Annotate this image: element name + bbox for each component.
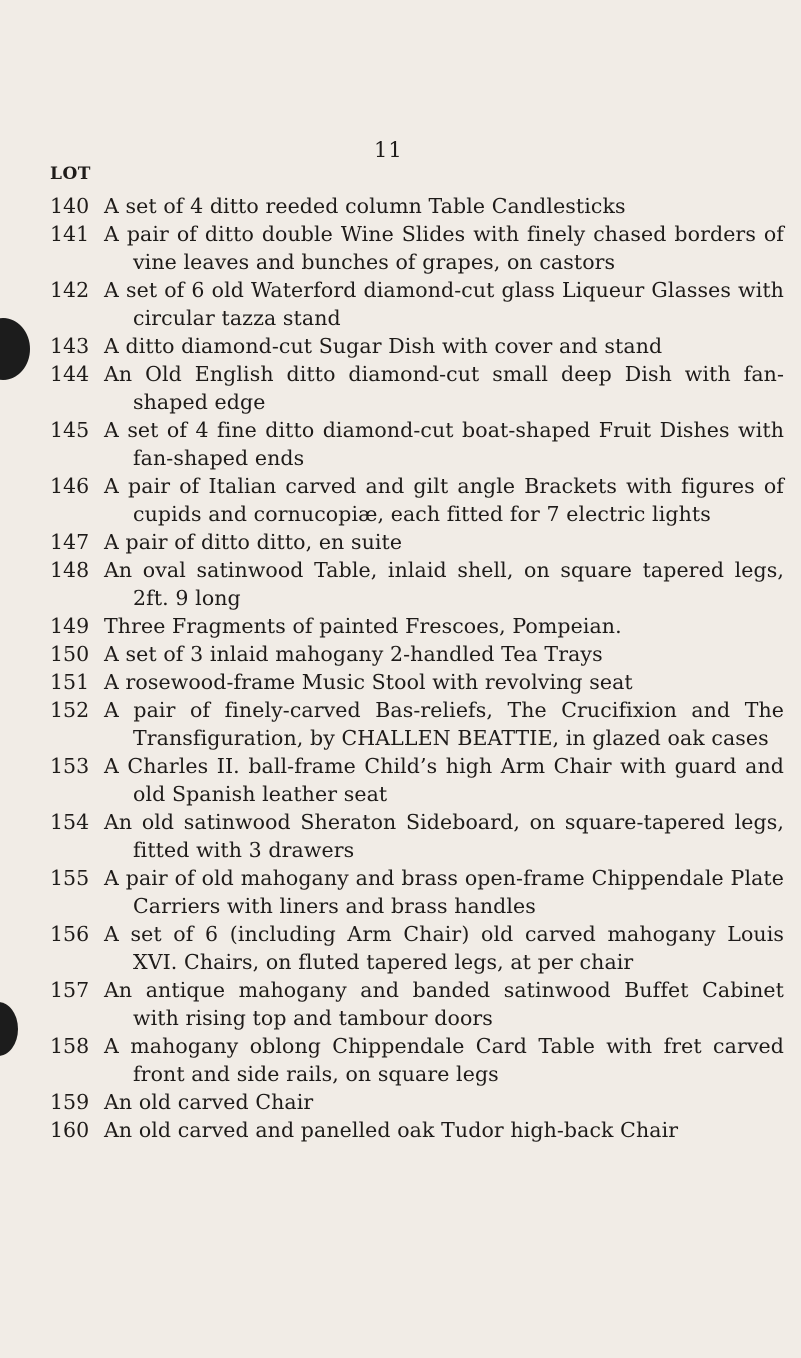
lot-entry (0, 276, 801, 332)
lot-number: 147 (50, 530, 90, 554)
lot-list (0, 192, 801, 1144)
lot-entry (0, 808, 801, 864)
lot-number: 160 (50, 1118, 90, 1142)
lot-column-header: LOT (50, 164, 91, 184)
lot-number: 156 (50, 922, 90, 946)
lot-number: 146 (50, 474, 90, 498)
lot-number: 158 (50, 1034, 90, 1058)
lot-description: A set of 6 old Waterford diamond-cut glass Liqueur Glasses with circular tazza stand (104, 278, 784, 330)
lot-entry (0, 1088, 801, 1116)
lot-entry (0, 416, 801, 472)
lot-description: A pair of ditto double Wine Slides with finely chased borders of vine leaves and bunches of grapes, on castors (104, 222, 784, 274)
lot-entry (0, 1032, 801, 1088)
lot-entry (0, 696, 801, 752)
lot-entry (0, 556, 801, 612)
lot-description: An antique mahogany and banded satinwood Buffet Cabinet with rising top and tambour doors (104, 978, 784, 1030)
lot-description: An Old English ditto diamond-cut small deep Dish with fan-shaped edge (104, 362, 784, 414)
lot-number: 149 (50, 614, 90, 638)
lot-entry (0, 472, 801, 528)
lot-description: A pair of ditto ditto, en suite (104, 530, 403, 554)
lot-entry (0, 360, 801, 416)
lot-number: 151 (50, 670, 90, 694)
lot-entry (0, 220, 801, 276)
lot-number: 153 (50, 754, 90, 778)
lot-number: 145 (50, 418, 90, 442)
lot-number: 159 (50, 1090, 90, 1114)
lot-description: A set of 6 (including Arm Chair) old carved mahogany Louis XVI. Chairs, on fluted tapered legs, at per chair (104, 922, 784, 974)
lot-description: A ditto diamond-cut Sugar Dish with cover and stand (104, 334, 663, 358)
lot-entry (0, 528, 801, 556)
lot-number: 143 (50, 334, 90, 358)
lot-entry (0, 192, 801, 220)
lot-entry (0, 612, 801, 640)
lot-number: 150 (50, 642, 90, 666)
lot-description: A set of 4 fine ditto diamond-cut boat-shaped Fruit Dishes with fan-shaped ends (104, 418, 784, 470)
lot-description: A Charles II. ball-frame Child’s high Arm Chair with guard and old Spanish leather seat (104, 754, 784, 806)
lot-number: 152 (50, 698, 90, 722)
lot-number: 141 (50, 222, 90, 246)
lot-description: A pair of finely-carved Bas-reliefs, The Crucifixion and The Transfiguration, by CHALLEN BEATTIE, in glazed oak cases (104, 698, 784, 750)
lot-entry (0, 864, 801, 920)
lot-description: An old carved and panelled oak Tudor high-back Chair (104, 1118, 679, 1142)
lot-description: A pair of Italian carved and gilt angle Brackets with figures of cupids and cornucopiæ, each fitted for 7 electric lights (104, 474, 784, 526)
lot-description: A rosewood-frame Music Stool with revolving seat (104, 670, 633, 694)
lot-description: An old satinwood Sheraton Sideboard, on square-tapered legs, fitted with 3 drawers (104, 810, 784, 862)
lot-description: A set of 3 inlaid mahogany 2-handled Tea Trays (104, 642, 603, 666)
lot-number: 157 (50, 978, 90, 1002)
lot-entry (0, 920, 801, 976)
lot-description: A pair of old mahogany and brass open-frame Chippendale Plate Carriers with liners and brass handles (104, 866, 784, 918)
page-number: 11 (374, 138, 403, 162)
lot-description: An old carved Chair (104, 1090, 314, 1114)
lot-number: 144 (50, 362, 90, 386)
lot-entry (0, 668, 801, 696)
lot-description: An oval satinwood Table, inlaid shell, on square tapered legs, 2ft. 9 long (104, 558, 784, 610)
lot-number: 154 (50, 810, 90, 834)
lot-description: Three Fragments of painted Frescoes, Pompeian. (104, 614, 622, 638)
lot-number: 142 (50, 278, 90, 302)
lot-entry (0, 332, 801, 360)
lot-entry (0, 640, 801, 668)
lot-entry (0, 976, 801, 1032)
lot-number: 155 (50, 866, 90, 890)
lot-number: 140 (50, 194, 90, 218)
lot-description: A set of 4 ditto reeded column Table Candlesticks (104, 194, 626, 218)
lot-entry (0, 1116, 801, 1144)
lot-description: A mahogany oblong Chippendale Card Table with fret carved front and side rails, on square legs (104, 1034, 784, 1086)
lot-number: 148 (50, 558, 90, 582)
lot-entry (0, 752, 801, 808)
